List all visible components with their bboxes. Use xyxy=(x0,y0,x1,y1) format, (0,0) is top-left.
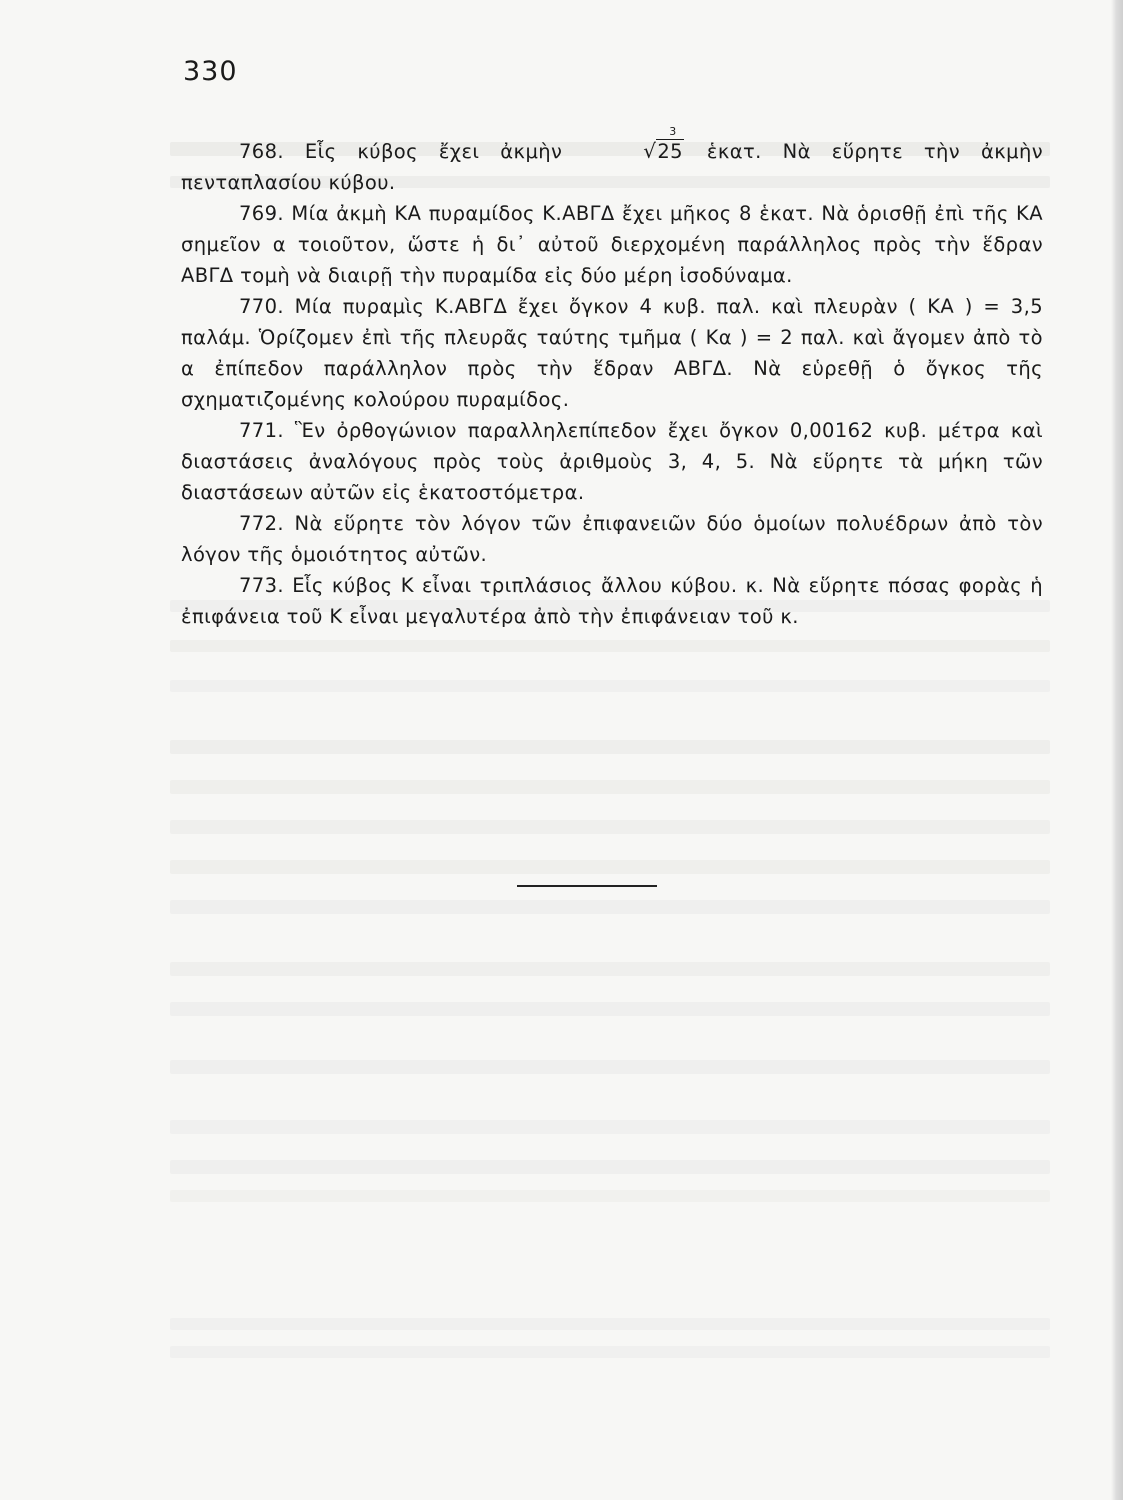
root-index: 3 xyxy=(669,125,677,138)
radicand: 25 xyxy=(657,140,683,163)
bleed-through-line xyxy=(170,1346,1050,1358)
radical-sign: √ xyxy=(643,139,657,163)
page-number: 330 xyxy=(183,56,238,87)
exercise-772: 772. Νὰ εὕρητε τὸν λόγον τῶν ἐπιφανειῶν δύο ὁμοίων πολυέδρων ἀπὸ τὸν λόγον τῆς ὁμοιότητος αὐτῶν. xyxy=(181,512,1043,566)
bleed-through-line xyxy=(170,1318,1050,1330)
bleed-through-line xyxy=(170,860,1050,874)
bleed-through-line xyxy=(170,1120,1050,1134)
bleed-through-line xyxy=(170,1160,1050,1174)
cube-root-expression xyxy=(585,125,684,167)
exercise-768-text-start: 768. Εἷς κύβος ἔχει ἀκμὴν xyxy=(239,140,563,163)
bleed-through-line xyxy=(170,780,1050,794)
exercise-list xyxy=(181,125,1043,632)
exercise-769: 769. Μία ἀκμὴ ΚΑ πυραμίδος Κ.ΑΒΓΔ ἔχει μῆκος 8 ἑκατ. Νὰ ὁρισθῇ ἐπὶ τῆς ΚΑ σημεῖον α τοιοῦτον, ὥστε ἡ δι᾽ αὐτοῦ διερχομένη παράλληλος πρὸς τὴν ἕδραν ΑΒΓΔ τομὴ νὰ διαιρῇ τὴν πυραμίδα εἰς δύο μέρη ἰσοδύναμα. xyxy=(181,202,1043,287)
exercise-770: 770. Μία πυραμὶς Κ.ΑΒΓΔ ἔχει ὄγκον 4 κυβ. παλ. καὶ πλευρὰν ( ΚΑ ) = 3,5 παλάμ. Ὁρίζομεν ἐπὶ τῆς πλευρᾶς ταύτης τμῆμα ( Κα ) = 2 παλ. καὶ ἄγομεν ἀπὸ τὸ α ἐπίπεδον παράλληλον πρὸς τὴν ἕδραν ΑΒΓΔ. Νὰ εὑρεθῇ ὁ ὄγκος τῆς σχηματιζομένης κολούρου πυραμίδος. xyxy=(181,295,1043,411)
exercise-773: 773. Εἷς κύβος Κ εἶναι τριπλάσιος ἄλλου κύβου. κ. Νὰ εὕρητε πόσας φορὰς ἡ ἐπιφάνεια τοῦ Κ εἶναι μεγαλυτέρα ἀπὸ τὴν ἐπιφάνειαν τοῦ κ. xyxy=(181,574,1043,628)
bleed-through-line xyxy=(170,740,1050,754)
bleed-through-line xyxy=(170,820,1050,834)
exercise-771: 771. Ἓν ὀρθογώνιον παραλληλεπίπεδον ἔχει ὄγκον 0,00162 κυβ. μέτρα καὶ διαστάσεις ἀναλόγους πρὸς τοὺς ἀριθμοὺς 3, 4, 5. Νὰ εὕρητε τὰ μήκη τῶν διαστάσεων αὐτῶν εἰς ἑκατοστόμετρα. xyxy=(181,419,1043,504)
bleed-through-line xyxy=(170,680,1050,692)
section-divider xyxy=(517,885,657,887)
bleed-through-line xyxy=(170,900,1050,914)
bleed-through-line xyxy=(170,1060,1050,1074)
bleed-through-line xyxy=(170,1190,1050,1202)
exercise-768-text-end: ἑκατ. Νὰ εὕρητε τὴν ἀκμὴν πενταπλασίου κύβου. xyxy=(181,140,1043,194)
bleed-through-line xyxy=(170,1002,1050,1016)
bleed-through-line xyxy=(170,640,1050,652)
bleed-through-line xyxy=(170,962,1050,976)
page-edge-shadow xyxy=(1111,0,1123,1500)
exercise-768 xyxy=(181,125,1043,198)
